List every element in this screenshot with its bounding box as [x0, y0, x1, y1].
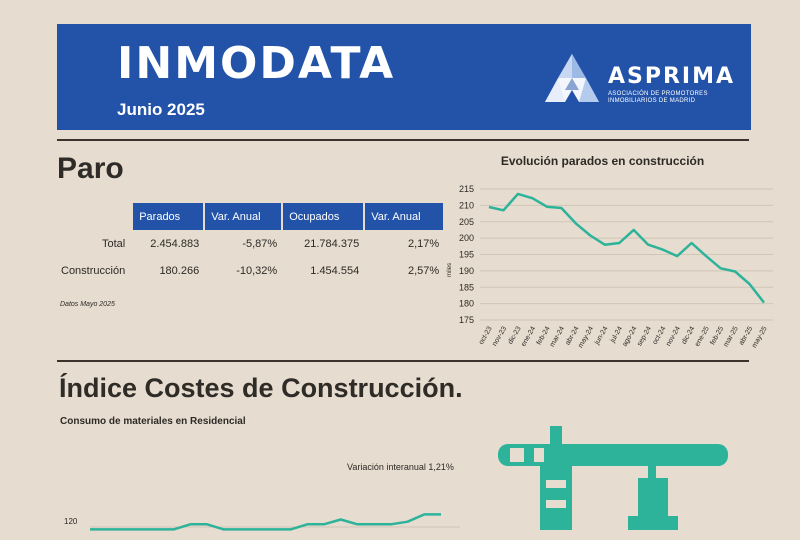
report-title: INMODATA: [117, 38, 396, 89]
x-tick-label: nov-24: [665, 325, 682, 348]
y-tick-label: 175: [458, 315, 474, 325]
x-tick-label: dic-24: [680, 325, 697, 346]
costes-subtitle: Consumo de materiales en Residencial: [60, 416, 246, 427]
y-tick-label: 185: [458, 282, 474, 293]
series-line: [489, 194, 764, 303]
x-tick-label: may-25: [750, 325, 769, 350]
table-cell: -10,32%: [236, 264, 278, 277]
logo-tagline: ASOCIACIÓN DE PROMOTORES INMOBILIARIOS DE MADRID: [608, 91, 708, 104]
y-tick-label: 205: [458, 216, 474, 227]
table-row: [57, 230, 443, 257]
table-corner: [57, 203, 131, 230]
costes-title: Índice Costes de Construcción.: [59, 373, 463, 403]
x-tick-label: ago-24: [621, 325, 639, 348]
column-header: Parados: [133, 203, 203, 230]
crane-icon: [498, 420, 748, 530]
header-banner: [57, 24, 751, 130]
x-tick-label: feb-25: [709, 325, 726, 347]
y-tick-label: 120: [64, 517, 78, 526]
x-tick-label: mar-24: [548, 325, 567, 349]
x-tick-label: dic-23: [507, 325, 523, 346]
x-tick-label: oct-23: [477, 325, 494, 346]
variation-annotation: Variación interanual 1,21%: [347, 462, 454, 472]
x-tick-label: nov-23: [491, 325, 509, 348]
x-tick-label: jul-24: [609, 325, 624, 344]
costes-line-chart: [60, 500, 460, 540]
logo-name: ASPRIMA: [608, 64, 736, 89]
asprima-logo: [541, 50, 741, 110]
column-header: Ocupados: [283, 203, 363, 230]
row-label: Total: [101, 237, 126, 250]
y-tick-label: 215: [458, 184, 474, 194]
table-cell: 1.454.554: [310, 264, 360, 277]
section-divider: [57, 360, 749, 362]
asprima-logo-icon: [541, 52, 603, 108]
x-tick-label: abr-25: [738, 325, 755, 347]
y-axis-label: miles: [447, 262, 453, 278]
chart-title: Evolución parados en construcción: [500, 154, 705, 168]
table-header-row: [57, 203, 443, 230]
table-cell: 2,17%: [408, 237, 440, 250]
x-tick-label: ene-24: [520, 325, 538, 348]
row-label: Construcción: [61, 264, 126, 277]
x-tick-label: abr-24: [564, 325, 581, 347]
y-tick-label: 190: [458, 265, 474, 276]
table-cell: 21.784.375: [304, 237, 360, 250]
section-divider: [57, 139, 749, 141]
y-tick-label: 210: [458, 200, 474, 211]
paro-line-chart: [440, 176, 780, 366]
x-tick-label: sep-24: [636, 325, 653, 348]
y-tick-label: 200: [458, 233, 474, 244]
y-tick-label: 180: [458, 298, 474, 309]
x-tick-label: feb-24: [535, 325, 552, 347]
column-header: Var. Anual: [365, 203, 443, 230]
x-tick-label: ene-25: [693, 325, 711, 348]
paro-table: [55, 203, 445, 284]
data-source-note: Datos Mayo 2025: [60, 301, 115, 308]
report-date: Junio 2025: [117, 100, 205, 119]
table-cell: 2.454.883: [150, 237, 200, 250]
x-tick-label: oct-24: [651, 325, 668, 346]
x-tick-label: jun-24: [593, 325, 610, 346]
table-row: [57, 257, 443, 284]
x-tick-label: mar-25: [722, 325, 740, 349]
table-cell: 2,57%: [408, 264, 440, 277]
table-cell: 180.266: [159, 264, 200, 277]
paro-title: Paro: [57, 152, 124, 185]
table-cell: -5,87%: [242, 237, 278, 250]
column-header: Var. Anual: [205, 203, 281, 230]
x-tick-label: may-24: [577, 325, 596, 350]
y-tick-label: 195: [458, 249, 474, 260]
